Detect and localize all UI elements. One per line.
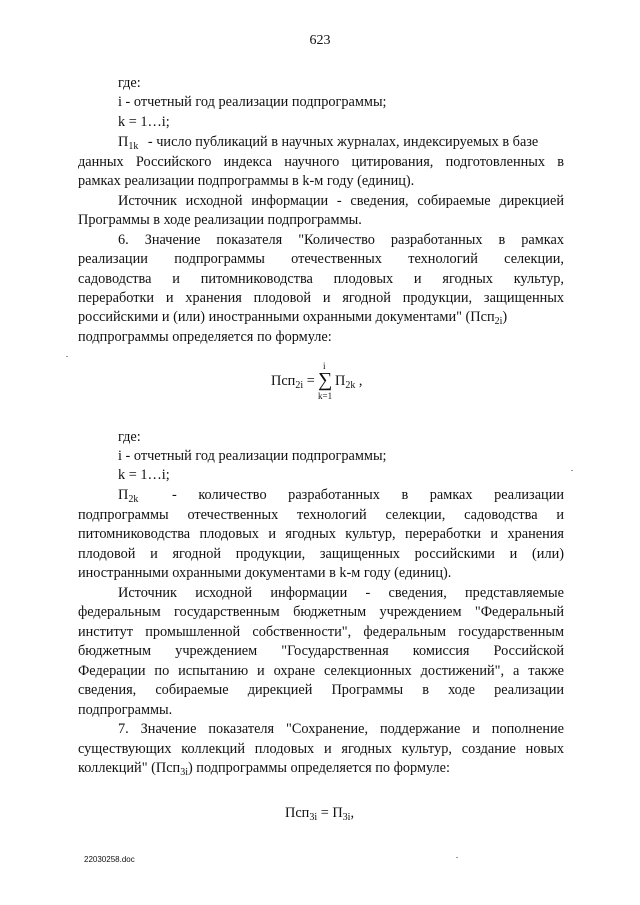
p2k-definition-line: [118, 486, 564, 505]
formula2-lhs-subscript: 3i: [309, 812, 318, 823]
formula2-rhs-subscript: 3i: [342, 812, 351, 823]
item7-line-3: [78, 759, 450, 778]
formula1-lhs-subscript: 2i: [295, 380, 304, 391]
scan-speck: [456, 857, 458, 858]
source2-line-2: федеральным государственным бюджетным учреждением "Федеральный: [78, 604, 564, 620]
p2k-symbol-wrap: [118, 486, 164, 505]
source-line-2: Программы в ходе реализации подпрограммы.: [78, 212, 362, 228]
item6-line-2: реализации подпрограммы отечественных технологий селекции,: [78, 251, 564, 267]
item6-line-5-text: российскими и (или) иностранными охранными документами" (Псп: [78, 309, 495, 325]
p2k-subscript: 2k: [128, 494, 139, 505]
formula1-term-text: П: [335, 373, 346, 389]
formula1-upper-limit: i: [323, 361, 326, 371]
formula1-lhs-text: Псп: [271, 373, 296, 389]
formula2-lhs: Псп: [285, 805, 310, 821]
formula2-comma: ,: [350, 805, 355, 821]
i-definition-2: i - отчетный год реализации подпрограммы;: [118, 448, 387, 464]
item7-line-1: 7. Значение показателя "Сохранение, поддержание и пополнение: [118, 721, 564, 737]
source2-line-3: институт промышленной собственности", федеральным государственным: [78, 624, 564, 640]
p2k-text: - количество разработанных в рамках реализации: [172, 487, 564, 503]
where-label: где:: [118, 75, 141, 91]
p1k-symbol: П: [118, 134, 129, 150]
formula1-lower-limit: k=1: [318, 391, 333, 401]
p1k-line-2: данных Российского индекса научного цитирования, подготовленных в: [78, 154, 564, 170]
i-definition: i - отчетный год реализации подпрограммы;: [118, 94, 387, 110]
p2k-line-3: питомниководства плодовых и ягодных культур, переработки и хранения: [78, 526, 564, 542]
p1k-line-3: рамках реализации подпрограммы в k-м году (единиц).: [78, 173, 415, 189]
formula2-equals: =: [320, 805, 329, 821]
formula1-term: [335, 372, 362, 391]
item6-line-1: 6. Значение показателя "Количество разработанных в рамках: [118, 232, 564, 248]
formula1-comma: ,: [358, 373, 363, 389]
formula1-equals: =: [306, 373, 315, 389]
formula1-sigma: ∑: [318, 369, 333, 391]
item6-line-6: подпрограммы определяется по формуле:: [78, 329, 332, 345]
k-definition: k = 1…i;: [118, 114, 170, 130]
k-definition-2: k = 1…i;: [118, 467, 170, 483]
source2-line-5: Федерации по испытанию и охране селекционных достижений", а также: [78, 663, 564, 679]
where-label-2: где:: [118, 429, 141, 445]
item6-line-5: [78, 308, 507, 327]
formula1-term-subscript: 2k: [345, 380, 356, 391]
item6-line-5-close: ): [502, 309, 508, 325]
scan-speck: [571, 470, 573, 471]
formula-psp3i: [285, 804, 354, 823]
source2-line-1: Источник исходной информации - сведения, представляемые: [118, 585, 564, 601]
item7-line-3-subscript: 3i: [180, 767, 188, 778]
p2k-line-5: иностранными охранными документами в k-м году (единиц).: [78, 565, 452, 581]
p2k-symbol: П: [118, 487, 129, 503]
item7-line-2: существующих коллекций плодовых и ягодных культур, создание новых: [78, 741, 564, 757]
formula1-lhs: [271, 372, 315, 391]
item7-line-3-text: коллекций" (Псп: [78, 760, 181, 776]
page-number: 623: [309, 33, 331, 48]
p1k-text: - число публикаций в научных журналах, индексируемых в базе: [147, 134, 539, 150]
footer-filename: 22030258.doc: [84, 855, 135, 864]
item6-line-3: садоводства и питомниководства плодовых и ягодных культур,: [78, 271, 564, 287]
source-line-1: Источник исходной информации - сведения, собираемые дирекцией: [118, 193, 564, 209]
source2-line-4: бюджетным учреждением "Государственная комиссия Российской: [78, 643, 564, 659]
item6-line-4: переработки и хранения плодовой и ягодной продукции, защищенных: [78, 290, 564, 306]
p1k-subscript: 1k: [128, 141, 139, 152]
p2k-line-4: плодовой и ягодной продукции, защищенных российскими и (или): [78, 546, 564, 562]
p1k-definition-line: [118, 133, 564, 152]
scan-speck: [66, 356, 68, 357]
formula2-rhs: П: [332, 805, 343, 821]
item6-line-5-subscript: 2i: [494, 316, 503, 327]
source2-line-6: сведения, собираемые дирекцией Программы в ходе реализации: [78, 682, 564, 698]
item7-line-3-end: ) подпрограммы определяется по формуле:: [187, 760, 450, 776]
source2-line-7: подпрограммы.: [78, 702, 173, 718]
p2k-line-2: подпрограммы отечественных технологий селекции, садоводства и: [78, 507, 564, 523]
